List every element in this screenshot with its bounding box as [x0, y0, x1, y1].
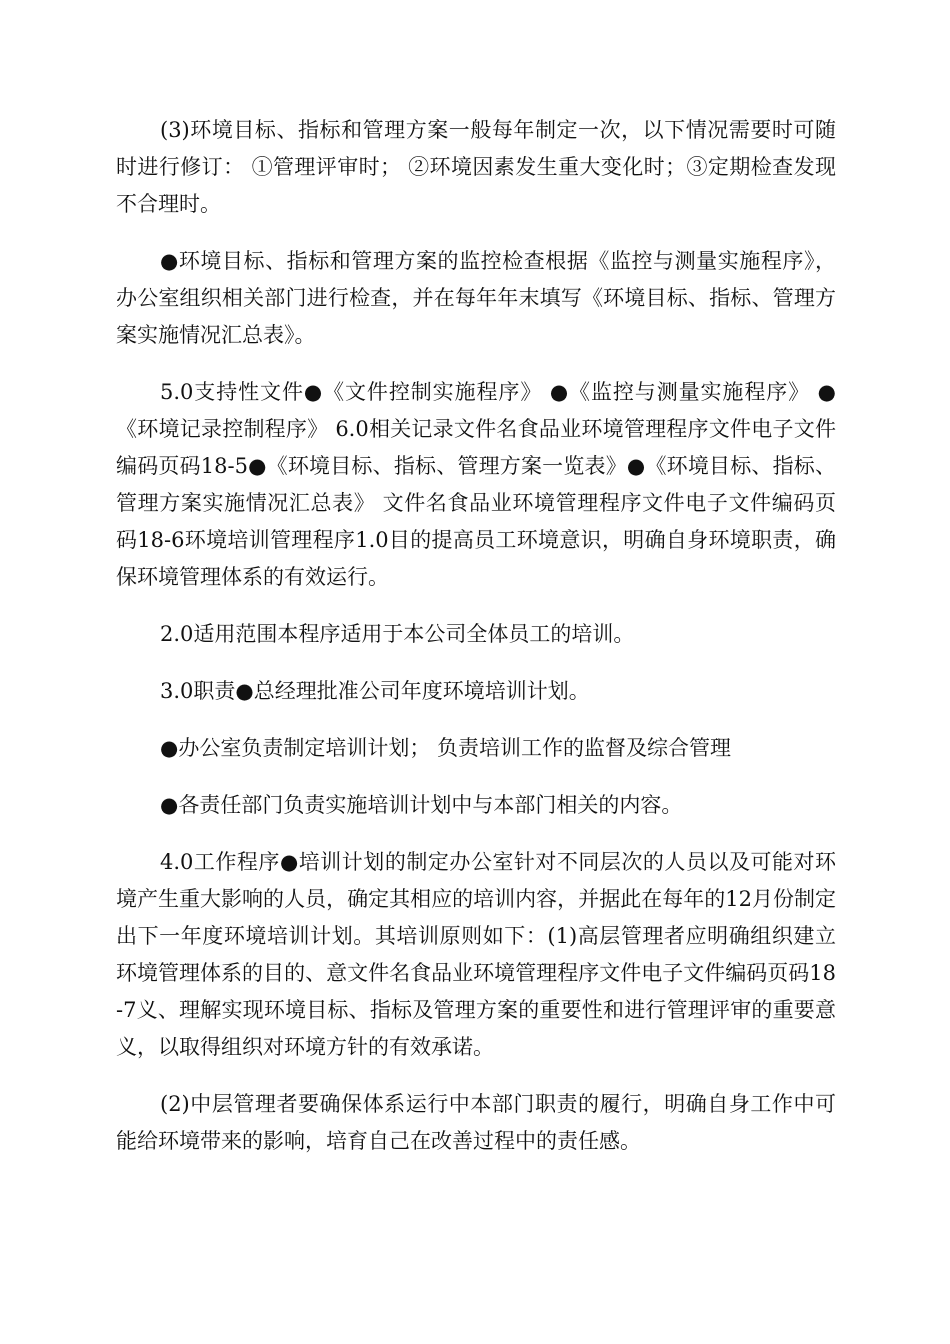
paragraph-work-procedure: 4.0工作程序●培训计划的制定办公室针对不同层次的人员以及可能对环境产生重大影响的人员，确定其相应的培训内容，并据此在每年的12月份制定出下一年度环境培训计划。其培训原则如下：(1)高层管理者应明确组织建立环境管理体系的目的、意文件名食品业环境管理程序文件电子文件编码页码18-7义、理解实现环境目标、指标及管理方案的重要性和进行管理评审的重要意义，以取得组织对环境方针的有效承诺。 [116, 850, 836, 1059]
paragraph-scope: 2.0适用范围本程序适用于本公司全体员工的培训。 [160, 622, 635, 646]
paragraph-supporting-documents: 5.0支持性文件●《文件控制实施程序》 ●《监控与测量实施程序》 ●《环境记录控制程序》 6.0相关记录文件名食品业环境管理程序文件电子文件编码页码18-5●《环境目标、指标、管理方案一览表》●《环境目标、指标、管理方案实施情况汇总表》 文件名食品业环境管理程序文件电子文件编码页码18-6环境培训管理程序1.0目的提高员工环境意识，明确自身环境职责，确保环境管理体系的有效运行。 [116, 380, 836, 589]
paragraph-monitoring-check: ●环境目标、指标和管理方案的监控检查根据《监控与测量实施程序》，办公室组织相关部门进行检查，并在每年年末填写《环境目标、指标、管理方案实施情况汇总表》。 [116, 249, 836, 347]
paragraph-middle-management: (2)中层管理者要确保体系运行中本部门职责的履行，明确自身工作中可能给环境带来的影响，培育自己在改善过程中的责任感。 [116, 1092, 836, 1153]
paragraph-objectives-revision: (3)环境目标、指标和管理方案一般每年制定一次，以下情况需要时可随时进行修订： ①管理评审时； ②环境因素发生重大变化时；③定期检查发现不合理时。 [116, 118, 836, 216]
paragraph-department-duties: ●各责任部门负责实施培训计划中与本部门相关的内容。 [160, 793, 683, 817]
paragraph-responsibilities: 3.0职责●总经理批准公司年度环境培训计划。 [160, 679, 590, 703]
document-page [116, 112, 836, 1180]
paragraph-office-duties: ●办公室负责制定培训计划； 负责培训工作的监督及综合管理 [160, 736, 731, 760]
